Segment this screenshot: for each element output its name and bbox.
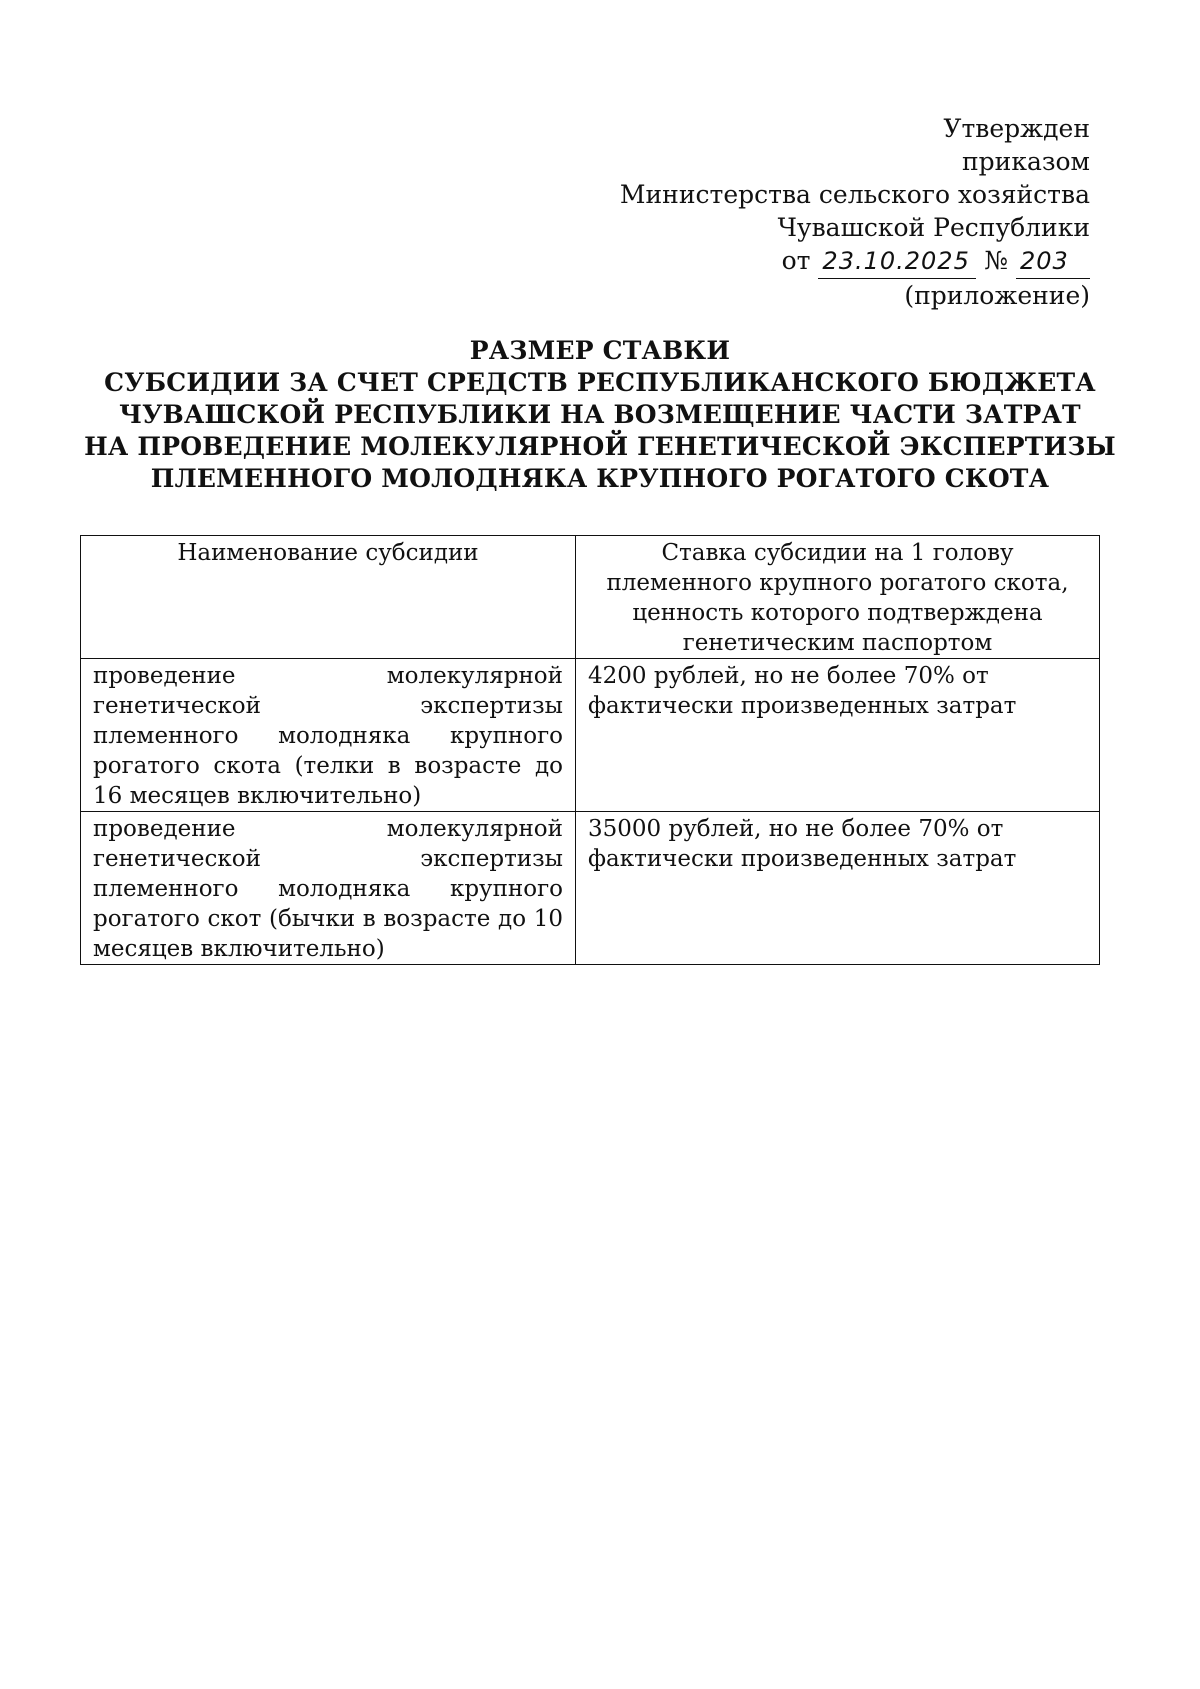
title-line-1: РАЗМЕР СТАВКИ: [469, 336, 731, 365]
table-header-row: [81, 536, 1100, 659]
header-subsidy-rate: Ставка субсидии на 1 голову племенного крупного рогатого скота, ценность которого подтверждена генетическим паспортом: [576, 536, 1100, 659]
approval-line-order: приказом: [962, 147, 1090, 176]
header-subsidy-name: Наименование субсидии: [81, 536, 576, 659]
approval-line-approved: Утвержден: [943, 114, 1090, 143]
title-line-4: НА ПРОВЕДЕНИЕ МОЛЕКУЛЯРНОЙ ГЕНЕТИЧЕСКОЙ ЭКСПЕРТИЗЫ: [84, 432, 1116, 461]
document-title: [80, 335, 1120, 495]
subsidy-name-cell: проведение молекулярной генетической экспертизы племенного молодняка крупного рогатого скот (бычки в возрасте до 10 месяцев включительно): [81, 812, 576, 965]
approval-line-republic: Чувашской Республики: [777, 213, 1090, 242]
subsidy-rate-cell: 4200 рублей, но не более 70% от фактически произведенных затрат: [576, 659, 1100, 812]
order-number: 203: [1016, 245, 1090, 279]
table-row: [81, 659, 1100, 812]
appendix-label: (приложение): [904, 281, 1090, 310]
subsidy-rates-table: [80, 535, 1100, 965]
title-line-5: ПЛЕМЕННОГО МОЛОДНЯКА КРУПНОГО РОГАТОГО СКОТА: [150, 464, 1050, 493]
approval-block: [620, 112, 1090, 312]
table-row: [81, 812, 1100, 965]
from-label: от: [781, 246, 811, 275]
approval-line-ministry: Министерства сельского хозяйства: [619, 180, 1090, 209]
title-line-2: СУБСИДИИ ЗА СЧЕТ СРЕДСТВ РЕСПУБЛИКАНСКОГО БЮДЖЕТА: [104, 368, 1096, 397]
order-date: 23.10.2025: [818, 245, 976, 279]
subsidy-name-cell: проведение молекулярной генетической экспертизы племенного молодняка крупного рогатого скота (телки в возрасте до 16 месяцев включительно): [81, 659, 576, 812]
order-date-number-line: [620, 244, 1090, 279]
subsidy-rate-cell: 35000 рублей, но не более 70% от фактически произведенных затрат: [576, 812, 1100, 965]
title-line-3: ЧУВАШСКОЙ РЕСПУБЛИКИ НА ВОЗМЕЩЕНИЕ ЧАСТИ ЗАТРАТ: [119, 400, 1081, 429]
number-label: №: [984, 246, 1009, 275]
